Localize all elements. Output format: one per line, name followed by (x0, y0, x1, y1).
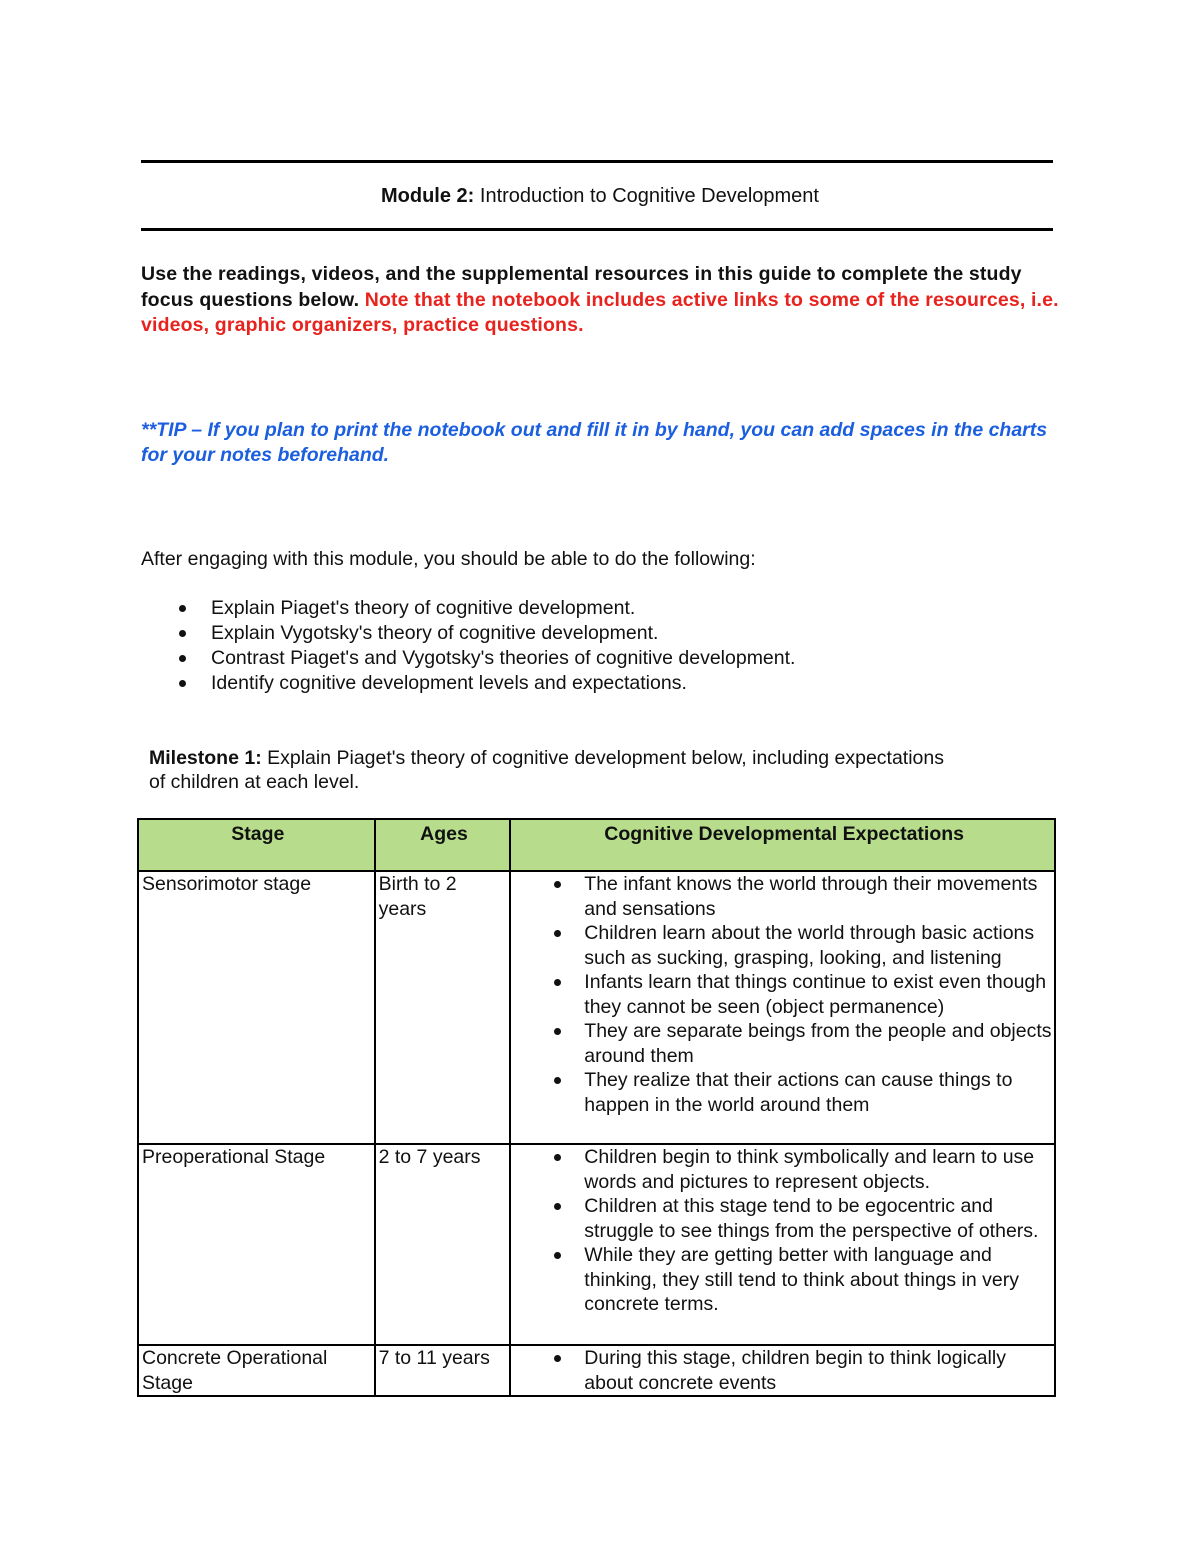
bottom-divider (141, 228, 1053, 231)
stage-cell: Preoperational Stage (138, 1144, 375, 1345)
stages-table (137, 818, 1056, 1397)
objective-item: Explain Vygotsky's theory of cognitive development. (141, 621, 795, 646)
objectives-intro: After engaging with this module, you should be able to do the following: (141, 548, 756, 570)
instructions (141, 262, 1071, 339)
instructions-text: Use the readings, videos, and the supplemental resources in this guide to complete the study focus questions below. (141, 263, 1022, 311)
column-header-expectations: Cognitive Developmental Expectations (510, 819, 1055, 871)
expectations-cell (510, 871, 1055, 1144)
milestone-label: Milestone 1: (149, 747, 262, 769)
expectations-cell (510, 1345, 1055, 1396)
expectation-item: While they are getting better with language and thinking, they still tend to think about things in very concrete terms. (514, 1243, 1054, 1317)
table-header-row (138, 819, 1055, 871)
module-label: Module 2: (381, 185, 475, 207)
expectation-item: They realize that their actions can cause things to happen in the world around them (514, 1068, 1054, 1117)
objective-item: Explain Piaget's theory of cognitive development. (141, 596, 795, 621)
instructions-note: Note that the notebook includes active links to some of the resources, i.e. videos, graphic organizers, practice questions. (141, 288, 1059, 336)
stage-cell: Sensorimotor stage (138, 871, 375, 1144)
expectations-cell (510, 1144, 1055, 1345)
milestone-text: Explain Piaget's theory of cognitive development below, including expectations of children at each level. (149, 747, 944, 793)
expectation-item: Infants learn that things continue to exist even though they cannot be seen (object permanence) (514, 970, 1054, 1019)
column-header-ages: Ages (375, 819, 511, 871)
objective-item: Identify cognitive development levels and expectations. (141, 671, 795, 696)
milestone-prompt (149, 746, 949, 794)
expectation-item: The infant knows the world through their movements and sensations (514, 872, 1054, 921)
column-header-stage: Stage (138, 819, 375, 871)
expectation-item: During this stage, children begin to think logically about concrete events (514, 1346, 1054, 1395)
expectation-item: Children begin to think symbolically and learn to use words and pictures to represent objects. (514, 1145, 1054, 1194)
module-title: Introduction to Cognitive Development (479, 185, 819, 207)
ages-cell: 2 to 7 years (375, 1144, 511, 1345)
table-row (138, 871, 1055, 1144)
objectives-list (141, 596, 795, 696)
expectation-item: Children at this stage tend to be egocentric and struggle to see things from the perspective of others. (514, 1194, 1054, 1243)
top-divider (141, 160, 1053, 163)
page-title (0, 184, 1200, 208)
tip-note: **TIP – If you plan to print the notebook out and fill it in by hand, you can add spaces in the charts for your notes beforehand. (141, 419, 1048, 466)
expectation-item: They are separate beings from the people and objects around them (514, 1019, 1054, 1068)
table-row (138, 1144, 1055, 1345)
table-row (138, 1345, 1055, 1396)
expectation-item: Children learn about the world through basic actions such as sucking, grasping, looking, and listening (514, 921, 1054, 970)
stage-cell: Concrete Operational Stage (138, 1345, 375, 1396)
ages-cell: Birth to 2 years (375, 871, 511, 1144)
objective-item: Contrast Piaget's and Vygotsky's theories of cognitive development. (141, 646, 795, 671)
ages-cell: 7 to 11 years (375, 1345, 511, 1396)
